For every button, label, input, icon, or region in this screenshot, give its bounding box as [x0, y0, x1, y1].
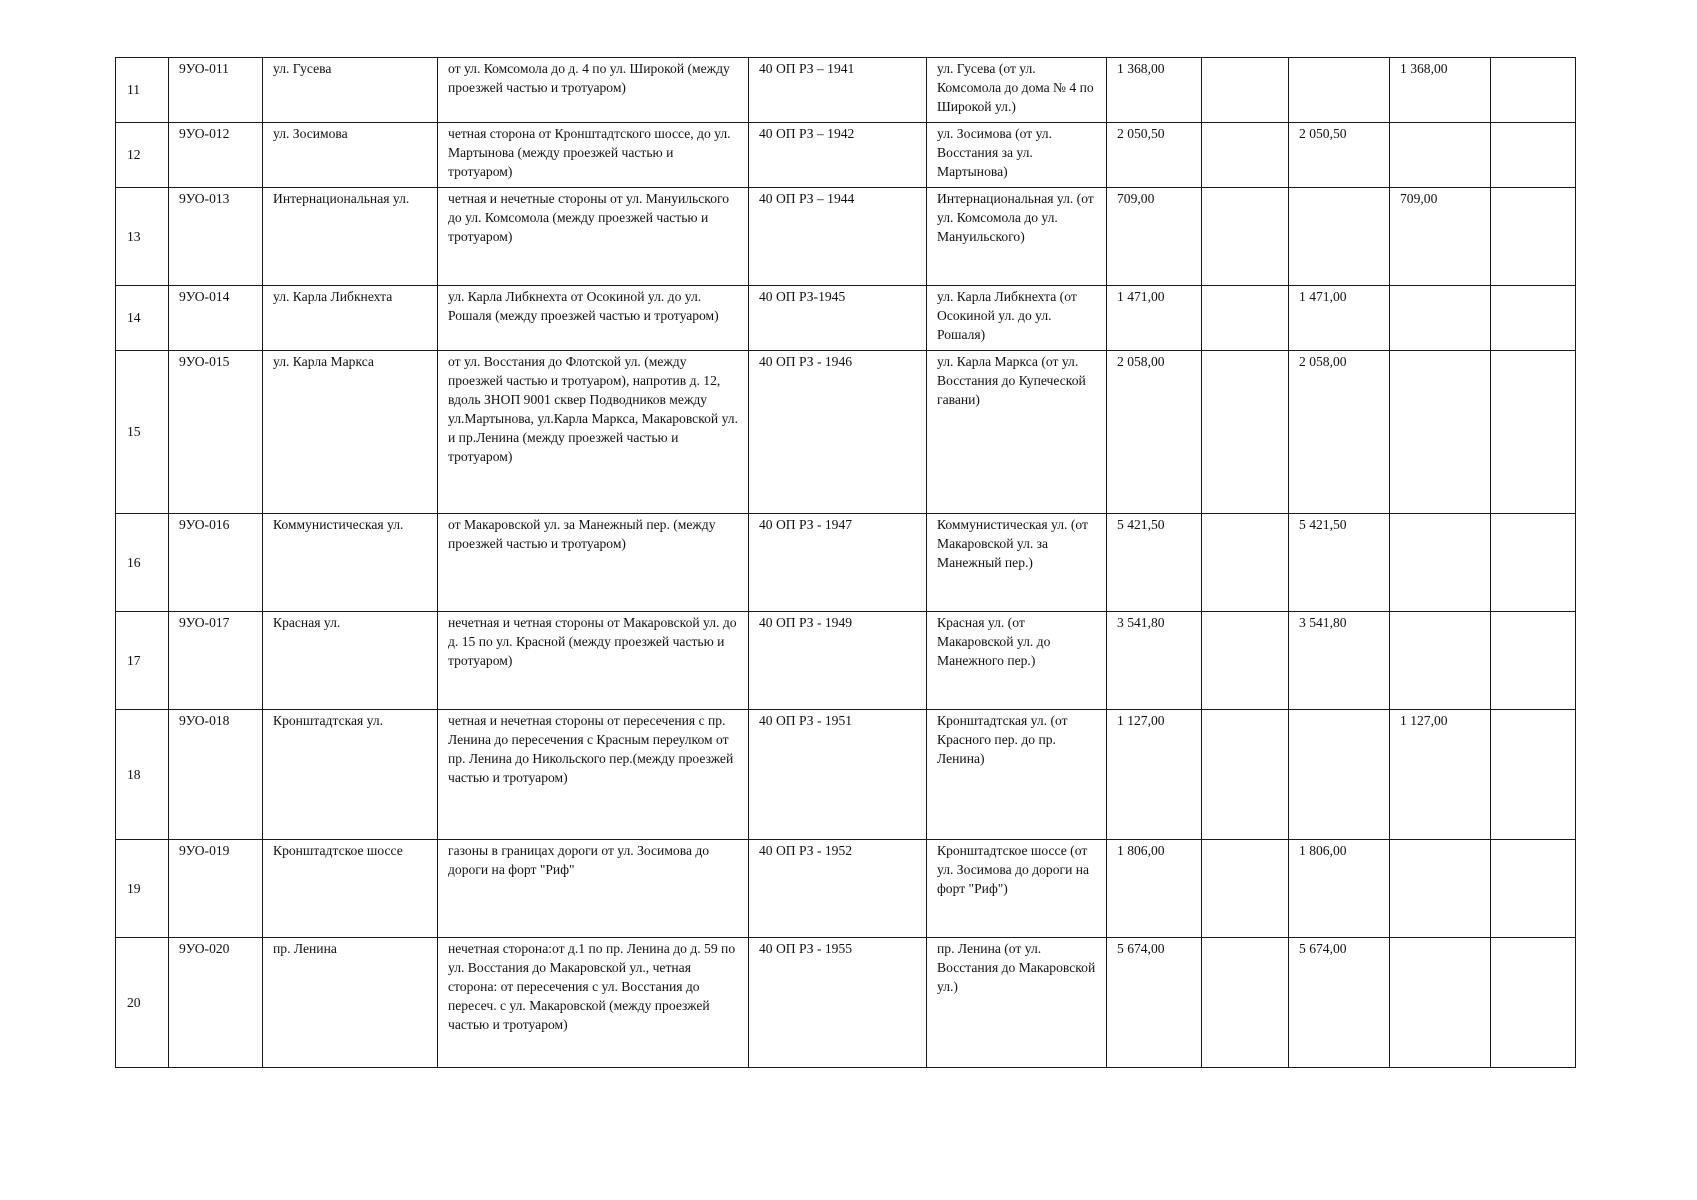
category-4-cell	[1491, 514, 1576, 612]
object-code-cell: 9УО-020	[169, 938, 263, 1068]
location-description-cell: ул. Карла Либкнехта от Осокиной ул. до ул. Рошаля (между проезжей частью и тротуаром)	[438, 286, 749, 351]
category-3-cell: 1 127,00	[1390, 710, 1491, 840]
table-row	[116, 612, 1576, 710]
road-section-cell: Кронштадтская ул. (от Красного пер. до пр. Ленина)	[927, 710, 1107, 840]
street-name-cell: ул. Карла Маркса	[263, 351, 438, 514]
location-description-cell: четная сторона от Кронштадтского шоссе, до ул. Мартынова (между проезжей частью и тротуаром)	[438, 123, 749, 188]
registry-number-cell: 40 ОП РЗ - 1946	[749, 351, 927, 514]
area-total-cell: 1 127,00	[1107, 710, 1202, 840]
green-zones-table	[115, 57, 1576, 1068]
category-1-cell	[1202, 286, 1289, 351]
category-4-cell	[1491, 938, 1576, 1068]
category-4-cell	[1491, 286, 1576, 351]
table-row	[116, 286, 1576, 351]
table-row	[116, 514, 1576, 612]
area-total-cell: 2 050,50	[1107, 123, 1202, 188]
category-3-cell: 709,00	[1390, 188, 1491, 286]
street-name-cell: пр. Ленина	[263, 938, 438, 1068]
registry-number-cell: 40 ОП РЗ-1945	[749, 286, 927, 351]
object-code-cell: 9УО-017	[169, 612, 263, 710]
category-4-cell	[1491, 188, 1576, 286]
category-4-cell	[1491, 840, 1576, 938]
category-3-cell: 1 368,00	[1390, 58, 1491, 123]
table-row	[116, 123, 1576, 188]
object-code-cell: 9УО-013	[169, 188, 263, 286]
category-2-cell	[1289, 58, 1390, 123]
table-row	[116, 351, 1576, 514]
category-1-cell	[1202, 188, 1289, 286]
location-description-cell: от ул. Восстания до Флотской ул. (между проезжей частью и тротуаром), напротив д. 12, вдоль ЗНОП 9001 сквер Подводников между ул.Мартынова, ул.Карла Маркса, Макаровской ул. и пр.Ленина (между проезжей частью и тротуаром)	[438, 351, 749, 514]
category-1-cell	[1202, 58, 1289, 123]
registry-number-cell: 40 ОП РЗ - 1952	[749, 840, 927, 938]
row-number-cell: 17	[116, 612, 169, 710]
category-2-cell: 1 806,00	[1289, 840, 1390, 938]
street-name-cell: Красная ул.	[263, 612, 438, 710]
object-code-cell: 9УО-016	[169, 514, 263, 612]
category-1-cell	[1202, 351, 1289, 514]
location-description-cell: четная и нечетные стороны от ул. Мануильского до ул. Комсомола (между проезжей частью и тротуаром)	[438, 188, 749, 286]
category-4-cell	[1491, 351, 1576, 514]
road-section-cell: Красная ул. (от Макаровской ул. до Манежного пер.)	[927, 612, 1107, 710]
area-total-cell: 1 806,00	[1107, 840, 1202, 938]
category-3-cell	[1390, 938, 1491, 1068]
table-row	[116, 710, 1576, 840]
area-total-cell: 5 674,00	[1107, 938, 1202, 1068]
row-number-cell: 11	[116, 58, 169, 123]
row-number-cell: 15	[116, 351, 169, 514]
category-2-cell	[1289, 710, 1390, 840]
category-4-cell	[1491, 123, 1576, 188]
category-1-cell	[1202, 123, 1289, 188]
table-body	[116, 58, 1576, 1068]
street-name-cell: Коммунистическая ул.	[263, 514, 438, 612]
category-2-cell: 2 058,00	[1289, 351, 1390, 514]
category-2-cell: 5 421,50	[1289, 514, 1390, 612]
area-total-cell: 2 058,00	[1107, 351, 1202, 514]
table-row	[116, 188, 1576, 286]
category-1-cell	[1202, 710, 1289, 840]
category-4-cell	[1491, 58, 1576, 123]
registry-number-cell: 40 ОП РЗ – 1941	[749, 58, 927, 123]
area-total-cell: 709,00	[1107, 188, 1202, 286]
category-1-cell	[1202, 938, 1289, 1068]
registry-number-cell: 40 ОП РЗ - 1955	[749, 938, 927, 1068]
location-description-cell: от Макаровской ул. за Манежный пер. (между проезжей частью и тротуаром)	[438, 514, 749, 612]
area-total-cell: 3 541,80	[1107, 612, 1202, 710]
row-number-cell: 16	[116, 514, 169, 612]
table-row	[116, 938, 1576, 1068]
road-section-cell: Интернациональная ул. (от ул. Комсомола до ул. Мануильского)	[927, 188, 1107, 286]
street-name-cell: ул. Зосимова	[263, 123, 438, 188]
row-number-cell: 14	[116, 286, 169, 351]
category-1-cell	[1202, 612, 1289, 710]
road-section-cell: ул. Гусева (от ул. Комсомола до дома № 4 по Широкой ул.)	[927, 58, 1107, 123]
street-name-cell: Кронштадтская ул.	[263, 710, 438, 840]
category-3-cell	[1390, 286, 1491, 351]
row-number-cell: 18	[116, 710, 169, 840]
area-total-cell: 1 471,00	[1107, 286, 1202, 351]
area-total-cell: 1 368,00	[1107, 58, 1202, 123]
row-number-cell: 20	[116, 938, 169, 1068]
area-total-cell: 5 421,50	[1107, 514, 1202, 612]
category-2-cell: 5 674,00	[1289, 938, 1390, 1068]
category-3-cell	[1390, 123, 1491, 188]
street-name-cell: ул. Карла Либкнехта	[263, 286, 438, 351]
location-description-cell: нечетная и четная стороны от Макаровской ул. до д. 15 по ул. Красной (между проезжей частью и тротуаром)	[438, 612, 749, 710]
row-number-cell: 12	[116, 123, 169, 188]
category-1-cell	[1202, 840, 1289, 938]
category-2-cell: 1 471,00	[1289, 286, 1390, 351]
category-2-cell: 2 050,50	[1289, 123, 1390, 188]
location-description-cell: нечетная сторона:от д.1 по пр. Ленина до д. 59 по ул. Восстания до Макаровской ул., четная сторона: от пересечения с ул. Восстания до пересеч. с ул. Макаровской (между проезжей частью и тротуаром)	[438, 938, 749, 1068]
location-description-cell: от ул. Комсомола до д. 4 по ул. Широкой (между проезжей частью и тротуаром)	[438, 58, 749, 123]
table-row	[116, 840, 1576, 938]
registry-number-cell: 40 ОП РЗ - 1949	[749, 612, 927, 710]
registry-number-cell: 40 ОП РЗ - 1947	[749, 514, 927, 612]
road-section-cell: Кронштадтское шоссе (от ул. Зосимова до дороги на форт "Риф")	[927, 840, 1107, 938]
street-name-cell: Интернациональная ул.	[263, 188, 438, 286]
object-code-cell: 9УО-014	[169, 286, 263, 351]
category-3-cell	[1390, 612, 1491, 710]
category-4-cell	[1491, 710, 1576, 840]
object-code-cell: 9УО-011	[169, 58, 263, 123]
row-number-cell: 19	[116, 840, 169, 938]
object-code-cell: 9УО-012	[169, 123, 263, 188]
row-number-cell: 13	[116, 188, 169, 286]
category-3-cell	[1390, 351, 1491, 514]
road-section-cell: ул. Карла Либкнехта (от Осокиной ул. до ул. Рошаля)	[927, 286, 1107, 351]
category-2-cell	[1289, 188, 1390, 286]
category-1-cell	[1202, 514, 1289, 612]
category-4-cell	[1491, 612, 1576, 710]
road-section-cell: пр. Ленина (от ул. Восстания до Макаровской ул.)	[927, 938, 1107, 1068]
table-row	[116, 58, 1576, 123]
object-code-cell: 9УО-019	[169, 840, 263, 938]
registry-number-cell: 40 ОП РЗ – 1942	[749, 123, 927, 188]
road-section-cell: ул. Зосимова (от ул. Восстания за ул. Мартынова)	[927, 123, 1107, 188]
street-name-cell: ул. Гусева	[263, 58, 438, 123]
location-description-cell: четная и нечетная стороны от пересечения с пр. Ленина до пересечения с Красным переулком от пр. Ленина до Никольского пер.(между проезжей частью и тротуаром)	[438, 710, 749, 840]
object-code-cell: 9УО-015	[169, 351, 263, 514]
street-name-cell: Кронштадтское шоссе	[263, 840, 438, 938]
category-3-cell	[1390, 514, 1491, 612]
road-section-cell: ул. Карла Маркса (от ул. Восстания до Купеческой гавани)	[927, 351, 1107, 514]
location-description-cell: газоны в границах дороги от ул. Зосимова до дороги на форт "Риф"	[438, 840, 749, 938]
registry-number-cell: 40 ОП РЗ – 1944	[749, 188, 927, 286]
category-2-cell: 3 541,80	[1289, 612, 1390, 710]
category-3-cell	[1390, 840, 1491, 938]
object-code-cell: 9УО-018	[169, 710, 263, 840]
road-section-cell: Коммунистическая ул. (от Макаровской ул. за Манежный пер.)	[927, 514, 1107, 612]
registry-number-cell: 40 ОП РЗ - 1951	[749, 710, 927, 840]
